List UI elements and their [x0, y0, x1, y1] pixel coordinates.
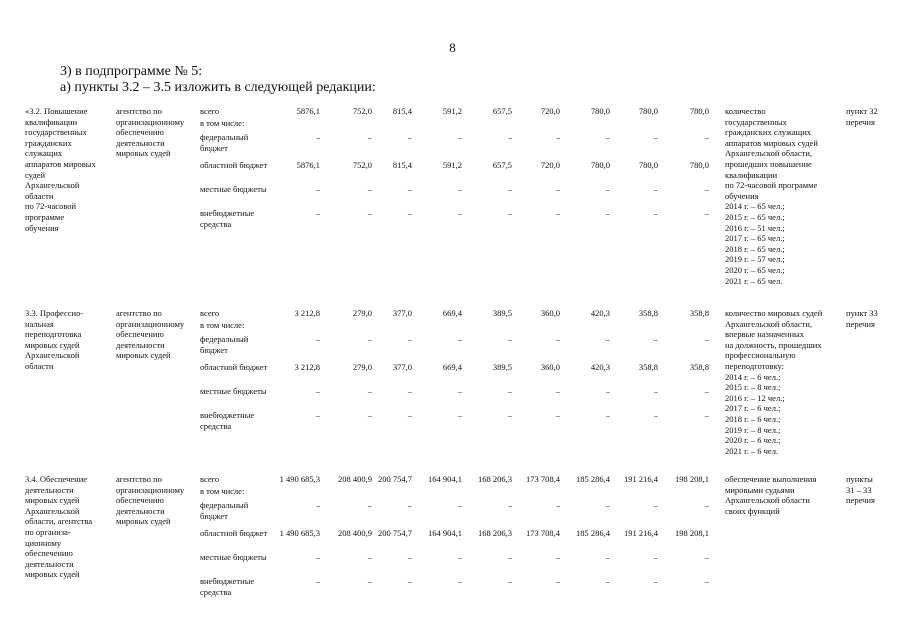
amount-cell: – — [555, 132, 560, 142]
amount-cell: 669,4 — [442, 308, 462, 318]
funding-source: внебюджетные средства — [200, 576, 255, 597]
amount-cell: 191 216,4 — [624, 528, 658, 538]
result-line: обучения — [725, 190, 759, 201]
amount-cell: – — [315, 576, 320, 586]
amount-cell: – — [457, 208, 462, 218]
result-line: по 72-часовой программе — [725, 180, 818, 191]
amount-cell: – — [555, 410, 560, 420]
amount-cell: 752,0 — [352, 106, 372, 116]
amount-cell: 5876,1 — [296, 160, 320, 170]
amount-cell: 164 904,1 — [428, 528, 462, 538]
result-line: впервые назначенных — [725, 329, 804, 340]
result-line: профессиональную — [725, 350, 796, 361]
amount-cell: – — [653, 386, 658, 396]
amount-cell: – — [653, 410, 658, 420]
executor: агентство по организационному обеспечению деятельности мировых судей — [116, 474, 185, 527]
amount-cell: – — [367, 410, 372, 420]
funding-source: областной бюджет — [200, 362, 268, 372]
funding-source: всего — [200, 474, 220, 484]
amount-cell: – — [407, 500, 412, 510]
amount-cell: – — [704, 334, 709, 344]
amount-cell: – — [605, 386, 610, 396]
amount-cell: – — [605, 184, 610, 194]
amount-cell: – — [457, 386, 462, 396]
amount-cell: – — [367, 184, 372, 194]
amount-cell: – — [407, 334, 412, 344]
table-row — [0, 552, 905, 573]
list-reference: пункты 31 – 33 перечня — [846, 474, 875, 506]
amount-cell: 780,0 — [590, 106, 610, 116]
funding-source: внебюджетные средства — [200, 410, 255, 431]
amount-cell: – — [605, 132, 610, 142]
amount-cell: – — [457, 552, 462, 562]
page-number: 8 — [449, 40, 456, 55]
amount-cell: – — [704, 500, 709, 510]
amount-cell: 208 400,9 — [338, 528, 372, 538]
amount-cell: – — [507, 552, 512, 562]
amount-cell: 420,3 — [590, 362, 610, 372]
amount-cell: – — [653, 334, 658, 344]
amount-cell: 420,3 — [590, 308, 610, 318]
measure-name: «3.2. Повышение квалификации государственных гражданских служащих аппаратов мировых судей Архангельской области по 72-часовой программе обучения — [25, 106, 96, 233]
amount-cell: – — [555, 576, 560, 586]
result-line: своих функций — [725, 505, 780, 516]
amount-cell: 173 708,4 — [526, 528, 560, 538]
result-line: прошедших повышение — [725, 158, 812, 169]
result-line: 2014 г. – 65 чел.; — [725, 201, 785, 212]
amount-cell: 358,8 — [638, 308, 658, 318]
heading-items: а) пункты 3.2 – 3.5 изложить в следующей редакции: — [60, 80, 376, 95]
result-line: квалификации — [725, 169, 778, 180]
amount-cell: 198 208,1 — [675, 528, 709, 538]
amount-cell: – — [315, 552, 320, 562]
amount-cell: 360,0 — [540, 362, 560, 372]
result-line: мировыми судьями — [725, 484, 795, 495]
amount-cell: 358,8 — [638, 362, 658, 372]
funding-source: всего — [200, 106, 220, 116]
result-line: количество — [725, 106, 766, 116]
expected-result — [725, 308, 843, 456]
amount-cell: – — [457, 576, 462, 586]
executor: агентство по организационному обеспечению деятельности мировых судей — [116, 308, 185, 361]
amount-cell: 591,2 — [442, 106, 462, 116]
amount-cell: 720,0 — [540, 160, 560, 170]
funding-source: внебюджетные средства — [200, 208, 255, 229]
amount-cell: – — [507, 132, 512, 142]
amount-cell: – — [555, 208, 560, 218]
executor: агентство по организационному обеспечению деятельности мировых судей — [116, 106, 185, 159]
amount-cell: 3 212,8 — [294, 308, 320, 318]
expected-result — [725, 474, 843, 516]
amount-cell: 780,0 — [638, 160, 658, 170]
result-line: Архангельской области, — [725, 148, 813, 159]
amount-cell: 780,0 — [689, 160, 709, 170]
amount-cell: 1 490 685,3 — [279, 528, 320, 538]
amount-cell: – — [315, 334, 320, 344]
amount-cell: – — [457, 132, 462, 142]
amount-cell: 377,0 — [392, 308, 412, 318]
amount-cell: – — [605, 576, 610, 586]
amount-cell: 377,0 — [392, 362, 412, 372]
amount-cell: – — [407, 132, 412, 142]
result-line: количество мировых судей — [725, 308, 823, 318]
amount-cell: 185 286,4 — [576, 528, 610, 538]
amount-cell: – — [367, 208, 372, 218]
amount-cell: – — [555, 500, 560, 510]
amount-cell: – — [367, 552, 372, 562]
result-line: Архангельской области — [725, 495, 810, 506]
amount-cell: – — [315, 410, 320, 420]
result-line: на должность, прошедших — [725, 339, 822, 350]
amount-cell: 200 754,7 — [378, 474, 412, 484]
amount-cell: – — [407, 386, 412, 396]
amount-cell: 200 754,7 — [378, 528, 412, 538]
amount-cell: 358,8 — [689, 308, 709, 318]
result-line: 2021 г. – 6 чел. — [725, 445, 779, 456]
amount-cell: 5876,1 — [296, 106, 320, 116]
table-row — [0, 528, 905, 549]
list-reference: пункт 32 перечня — [846, 106, 878, 127]
amount-cell: – — [507, 386, 512, 396]
amount-cell: – — [367, 132, 372, 142]
amount-cell: 1 490 685,3 — [279, 474, 320, 484]
result-line: 2017 г. – 65 чел.; — [725, 233, 785, 244]
list-reference: пункт 33 перечня — [846, 308, 878, 329]
funding-source: в том числе: — [200, 118, 245, 128]
amount-cell: – — [704, 184, 709, 194]
amount-cell: – — [507, 410, 512, 420]
amount-cell: 720,0 — [540, 106, 560, 116]
amount-cell: 815,4 — [392, 160, 412, 170]
amount-cell: – — [315, 208, 320, 218]
amount-cell: – — [457, 184, 462, 194]
funding-source: в том числе: — [200, 320, 245, 330]
funding-source: всего — [200, 308, 220, 318]
amount-cell: 389,5 — [492, 362, 512, 372]
amount-cell: – — [555, 386, 560, 396]
amount-cell: 279,0 — [352, 362, 372, 372]
amount-cell: 198 208,1 — [675, 474, 709, 484]
amount-cell: – — [507, 500, 512, 510]
amount-cell: 168 206,3 — [478, 474, 512, 484]
amount-cell: – — [315, 184, 320, 194]
result-line: 2017 г. – 6 чел.; — [725, 403, 781, 414]
expected-result — [725, 106, 843, 286]
amount-cell: 191 216,4 — [624, 474, 658, 484]
amount-cell: 815,4 — [392, 106, 412, 116]
amount-cell: – — [315, 386, 320, 396]
amount-cell: – — [407, 184, 412, 194]
amount-cell: – — [605, 334, 610, 344]
amount-cell: – — [653, 208, 658, 218]
amount-cell: – — [315, 132, 320, 142]
funding-source: областной бюджет — [200, 528, 268, 538]
amount-cell: – — [407, 552, 412, 562]
amount-cell: – — [507, 184, 512, 194]
amount-cell: – — [704, 552, 709, 562]
amount-cell: – — [367, 576, 372, 586]
amount-cell: 164 904,1 — [428, 474, 462, 484]
amount-cell: – — [653, 132, 658, 142]
result-line: 2018 г. – 6 чел.; — [725, 413, 781, 424]
amount-cell: 657,5 — [492, 160, 512, 170]
amount-cell: – — [605, 500, 610, 510]
funding-source: в том числе: — [200, 486, 245, 496]
amount-cell: – — [407, 208, 412, 218]
amount-cell: 591,2 — [442, 160, 462, 170]
funding-source: областной бюджет — [200, 160, 268, 170]
result-line: 2020 г. – 6 чел.; — [725, 435, 781, 446]
amount-cell: – — [653, 184, 658, 194]
amount-cell: 780,0 — [689, 106, 709, 116]
amount-cell: 780,0 — [590, 160, 610, 170]
result-line: 2015 г. – 8 чел.; — [725, 382, 781, 393]
result-line: гражданских служащих — [725, 127, 811, 138]
amount-cell: 657,5 — [492, 106, 512, 116]
amount-cell: – — [507, 334, 512, 344]
result-line: 2014 г. – 6 чел.; — [725, 371, 781, 382]
amount-cell: 185 286,4 — [576, 474, 610, 484]
result-line: 2021 г. – 65 чел. — [725, 275, 783, 286]
amount-cell: – — [507, 576, 512, 586]
amount-cell: – — [507, 208, 512, 218]
amount-cell: – — [367, 500, 372, 510]
amount-cell: – — [653, 576, 658, 586]
table-row — [0, 576, 905, 597]
amount-cell: – — [555, 552, 560, 562]
result-line: обеспечение выполнения — [725, 474, 817, 484]
result-line: 2016 г. – 51 чел.; — [725, 222, 785, 233]
amount-cell: – — [457, 500, 462, 510]
result-line: аппаратов мировых судей — [725, 137, 818, 148]
amount-cell: – — [457, 410, 462, 420]
measure-name: 3.3. Профессио- нальная переподготовка мировых судей Архангельской области — [25, 308, 84, 371]
result-line: государственных — [725, 116, 787, 127]
amount-cell: 669,4 — [442, 362, 462, 372]
funding-source: местные бюджеты — [200, 552, 267, 562]
result-line: Архангельской области, — [725, 318, 813, 329]
amount-cell: 208 400,9 — [338, 474, 372, 484]
result-line: 2016 г. – 12 чел.; — [725, 392, 785, 403]
amount-cell: 358,8 — [689, 362, 709, 372]
amount-cell: – — [605, 552, 610, 562]
amount-cell: – — [555, 184, 560, 194]
amount-cell: – — [704, 576, 709, 586]
amount-cell: – — [367, 386, 372, 396]
amount-cell: – — [457, 334, 462, 344]
amount-cell: 173 708,4 — [526, 474, 560, 484]
amount-cell: 168 206,3 — [478, 528, 512, 538]
amount-cell: – — [367, 334, 372, 344]
amount-cell: 360,0 — [540, 308, 560, 318]
funding-source: местные бюджеты — [200, 386, 267, 396]
result-line: 2020 г. – 65 чел.; — [725, 264, 785, 275]
funding-source: федеральный бюджет — [200, 132, 249, 153]
amount-cell: – — [407, 410, 412, 420]
heading-subprogram: 3) в подпрограмме № 5: — [60, 64, 203, 79]
amount-cell: – — [653, 500, 658, 510]
amount-cell: – — [605, 208, 610, 218]
amount-cell: – — [704, 410, 709, 420]
amount-cell: 279,0 — [352, 308, 372, 318]
amount-cell: – — [653, 552, 658, 562]
result-line: 2018 г. – 65 чел.; — [725, 243, 785, 254]
funding-source: федеральный бюджет — [200, 500, 249, 521]
result-line: 2019 г. – 8 чел.; — [725, 424, 781, 435]
amount-cell: 780,0 — [638, 106, 658, 116]
result-line: 2015 г. – 65 чел.; — [725, 211, 785, 222]
amount-cell: 389,5 — [492, 308, 512, 318]
amount-cell: – — [315, 500, 320, 510]
amount-cell: – — [704, 208, 709, 218]
amount-cell: – — [407, 576, 412, 586]
amount-cell: – — [605, 410, 610, 420]
result-line: переподготовку: — [725, 360, 785, 371]
funding-source: федеральный бюджет — [200, 334, 249, 355]
amount-cell: 3 212,8 — [294, 362, 320, 372]
measure-name: 3.4. Обеспечение деятельности мировых судей Архангельской области, агентства по организа- ционному обеспечению деятельности мировых судей — [25, 474, 93, 580]
amount-cell: – — [704, 132, 709, 142]
amount-cell: – — [555, 334, 560, 344]
amount-cell: – — [704, 386, 709, 396]
funding-source: местные бюджеты — [200, 184, 267, 194]
result-line: 2019 г. – 57 чел.; — [725, 254, 785, 265]
amount-cell: 752,0 — [352, 160, 372, 170]
